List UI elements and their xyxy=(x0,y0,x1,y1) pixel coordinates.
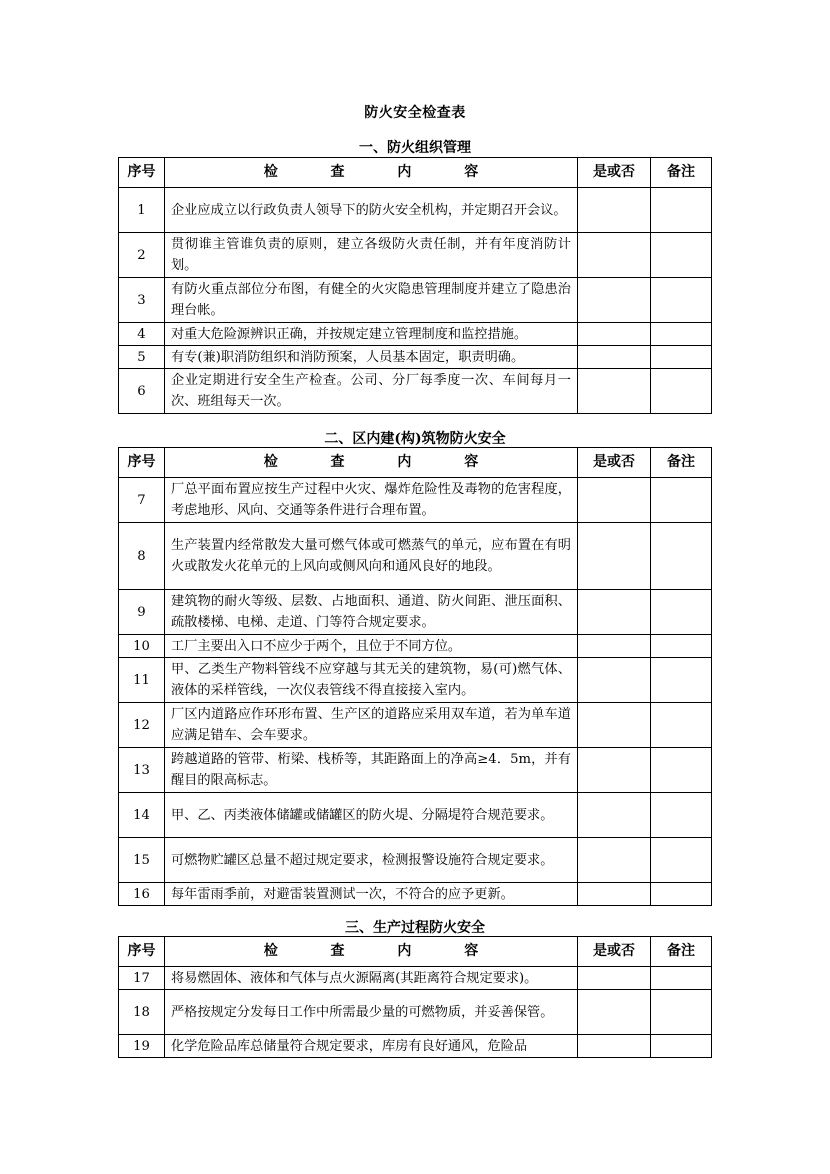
remark-cell[interactable] xyxy=(651,703,712,748)
row-number: 18 xyxy=(119,990,165,1035)
table-row xyxy=(119,478,712,523)
table-row xyxy=(119,748,712,793)
row-content: 甲、乙类生产物料管线不应穿越与其无关的建筑物，易(可)燃气体、液体的采样管线，一次仪表管线不得直接接入室内。 xyxy=(165,658,578,703)
row-content: 严格按规定分发每日工作中所需最少量的可燃物质，并妥善保管。 xyxy=(165,990,578,1035)
checklist-table-1 xyxy=(118,157,712,414)
row-content: 有专(兼)职消防组织和消防预案，人员基本固定，职责明确。 xyxy=(165,346,578,369)
table-row xyxy=(119,233,712,278)
remark-cell[interactable] xyxy=(651,658,712,703)
row-number: 19 xyxy=(119,1035,165,1058)
table-row xyxy=(119,346,712,369)
header-content-label: 检 查 内 容 xyxy=(263,164,503,180)
row-number: 16 xyxy=(119,883,165,906)
header-result: 是或否 xyxy=(578,158,651,188)
result-cell[interactable] xyxy=(578,658,651,703)
table-row xyxy=(119,1035,712,1058)
row-content: 厂总平面布置应按生产过程中火灾、爆炸危险性及毒物的危害程度，考虑地形、风向、交通等条件进行合理布置。 xyxy=(165,478,578,523)
row-content: 化学危险品库总储量符合规定要求，库房有良好通风，危险品 xyxy=(165,1035,578,1058)
result-cell[interactable] xyxy=(578,703,651,748)
row-content: 企业应成立以行政负责人领导下的防火安全机构，并定期召开会议。 xyxy=(165,188,578,233)
row-number: 11 xyxy=(119,658,165,703)
row-content: 将易燃固体、液体和气体与点火源隔离(其距离符合规定要求)。 xyxy=(165,967,578,990)
remark-cell[interactable] xyxy=(651,1035,712,1058)
row-number: 6 xyxy=(119,369,165,414)
row-number: 13 xyxy=(119,748,165,793)
row-number: 8 xyxy=(119,523,165,590)
table-row xyxy=(119,793,712,838)
table-row xyxy=(119,278,712,323)
row-number: 2 xyxy=(119,233,165,278)
header-result: 是或否 xyxy=(578,448,651,478)
row-content: 生产装置内经常散发大量可燃气体或可燃蒸气的单元，应布置在有明火或散发火花单元的上风向或侧风向和通风良好的地段。 xyxy=(165,523,578,590)
row-content: 甲、乙、丙类液体储罐或储罐区的防火堤、分隔堤符合规范要求。 xyxy=(165,793,578,838)
header-remark: 备注 xyxy=(651,158,712,188)
row-content: 每年雷雨季前，对避雷装置测试一次，不符合的应予更新。 xyxy=(165,883,578,906)
row-number: 5 xyxy=(119,346,165,369)
result-cell[interactable] xyxy=(578,188,651,233)
header-content xyxy=(165,937,578,967)
result-cell[interactable] xyxy=(578,838,651,883)
page-title: 防火安全检查表 xyxy=(364,105,466,121)
result-cell[interactable] xyxy=(578,883,651,906)
row-content: 工厂主要出入口不应少于两个，且位于不同方位。 xyxy=(165,635,578,658)
header-no: 序号 xyxy=(119,158,165,188)
remark-cell[interactable] xyxy=(651,635,712,658)
header-content xyxy=(165,158,578,188)
table-header-row xyxy=(119,158,712,188)
row-content: 跨越道路的管带、桁梁、栈桥等，其距路面上的净高≥4．5m，并有醒目的限高标志。 xyxy=(165,748,578,793)
result-cell[interactable] xyxy=(578,635,651,658)
remark-cell[interactable] xyxy=(651,590,712,635)
header-remark: 备注 xyxy=(651,448,712,478)
section-title-2: 二、区内建(构)筑物防火安全 xyxy=(324,431,506,447)
row-content: 厂区内道路应作环形布置、生产区的道路应采用双车道，若为单车道应满足错车、会车要求。 xyxy=(165,703,578,748)
row-number: 3 xyxy=(119,278,165,323)
remark-cell[interactable] xyxy=(651,188,712,233)
row-content: 建筑物的耐火等级、层数、占地面积、通道、防火间距、泄压面积、疏散楼梯、电梯、走道、门等符合规定要求。 xyxy=(165,590,578,635)
remark-cell[interactable] xyxy=(651,278,712,323)
table-row xyxy=(119,703,712,748)
remark-cell[interactable] xyxy=(651,523,712,590)
section-title-3: 三、生产过程防火安全 xyxy=(345,920,485,936)
header-content-label: 检 查 内 容 xyxy=(263,943,503,959)
result-cell[interactable] xyxy=(578,278,651,323)
remark-cell[interactable] xyxy=(651,838,712,883)
result-cell[interactable] xyxy=(578,1035,651,1058)
row-number: 12 xyxy=(119,703,165,748)
table-row xyxy=(119,523,712,590)
header-remark: 备注 xyxy=(651,937,712,967)
result-cell[interactable] xyxy=(578,990,651,1035)
section-title-1: 一、防火组织管理 xyxy=(359,140,471,156)
table-header-row xyxy=(119,448,712,478)
remark-cell[interactable] xyxy=(651,990,712,1035)
header-no: 序号 xyxy=(119,448,165,478)
table-row xyxy=(119,967,712,990)
result-cell[interactable] xyxy=(578,233,651,278)
row-content: 对重大危险源辨识正确，并按规定建立管理制度和监控措施。 xyxy=(165,323,578,346)
row-number: 4 xyxy=(119,323,165,346)
checklist-table-3 xyxy=(118,936,712,1058)
row-content: 有防火重点部位分布图，有健全的火灾隐患管理制度并建立了隐患治理台帐。 xyxy=(165,278,578,323)
row-number: 9 xyxy=(119,590,165,635)
result-cell[interactable] xyxy=(578,369,651,414)
table-row xyxy=(119,188,712,233)
table-row xyxy=(119,323,712,346)
table-row xyxy=(119,883,712,906)
header-content xyxy=(165,448,578,478)
table-row xyxy=(119,369,712,414)
row-number: 14 xyxy=(119,793,165,838)
remark-cell[interactable] xyxy=(651,369,712,414)
table-row xyxy=(119,990,712,1035)
row-number: 7 xyxy=(119,478,165,523)
table-header-row xyxy=(119,937,712,967)
remark-cell[interactable] xyxy=(651,748,712,793)
checklist-table-2 xyxy=(118,447,712,906)
result-cell[interactable] xyxy=(578,323,651,346)
row-number: 1 xyxy=(119,188,165,233)
row-number: 15 xyxy=(119,838,165,883)
table-row xyxy=(119,658,712,703)
header-result: 是或否 xyxy=(578,937,651,967)
remark-cell[interactable] xyxy=(651,967,712,990)
header-no: 序号 xyxy=(119,937,165,967)
header-content-label: 检 查 内 容 xyxy=(263,454,503,470)
result-cell[interactable] xyxy=(578,748,651,793)
row-number: 17 xyxy=(119,967,165,990)
remark-cell[interactable] xyxy=(651,883,712,906)
result-cell[interactable] xyxy=(578,793,651,838)
remark-cell[interactable] xyxy=(651,478,712,523)
remark-cell[interactable] xyxy=(651,793,712,838)
row-number: 10 xyxy=(119,635,165,658)
result-cell[interactable] xyxy=(578,346,651,369)
remark-cell[interactable] xyxy=(651,233,712,278)
table-row xyxy=(119,590,712,635)
row-content: 企业定期进行安全生产检查。公司、分厂每季度一次、车间每月一次、班组每天一次。 xyxy=(165,369,578,414)
result-cell[interactable] xyxy=(578,590,651,635)
table-row xyxy=(119,838,712,883)
result-cell[interactable] xyxy=(578,967,651,990)
table-row xyxy=(119,635,712,658)
result-cell[interactable] xyxy=(578,478,651,523)
row-content: 可燃物贮罐区总量不超过规定要求，检测报警设施符合规定要求。 xyxy=(165,838,578,883)
remark-cell[interactable] xyxy=(651,346,712,369)
remark-cell[interactable] xyxy=(651,323,712,346)
row-content: 贯彻谁主管谁负责的原则，建立各级防火责任制，并有年度消防计划。 xyxy=(165,233,578,278)
result-cell[interactable] xyxy=(578,523,651,590)
